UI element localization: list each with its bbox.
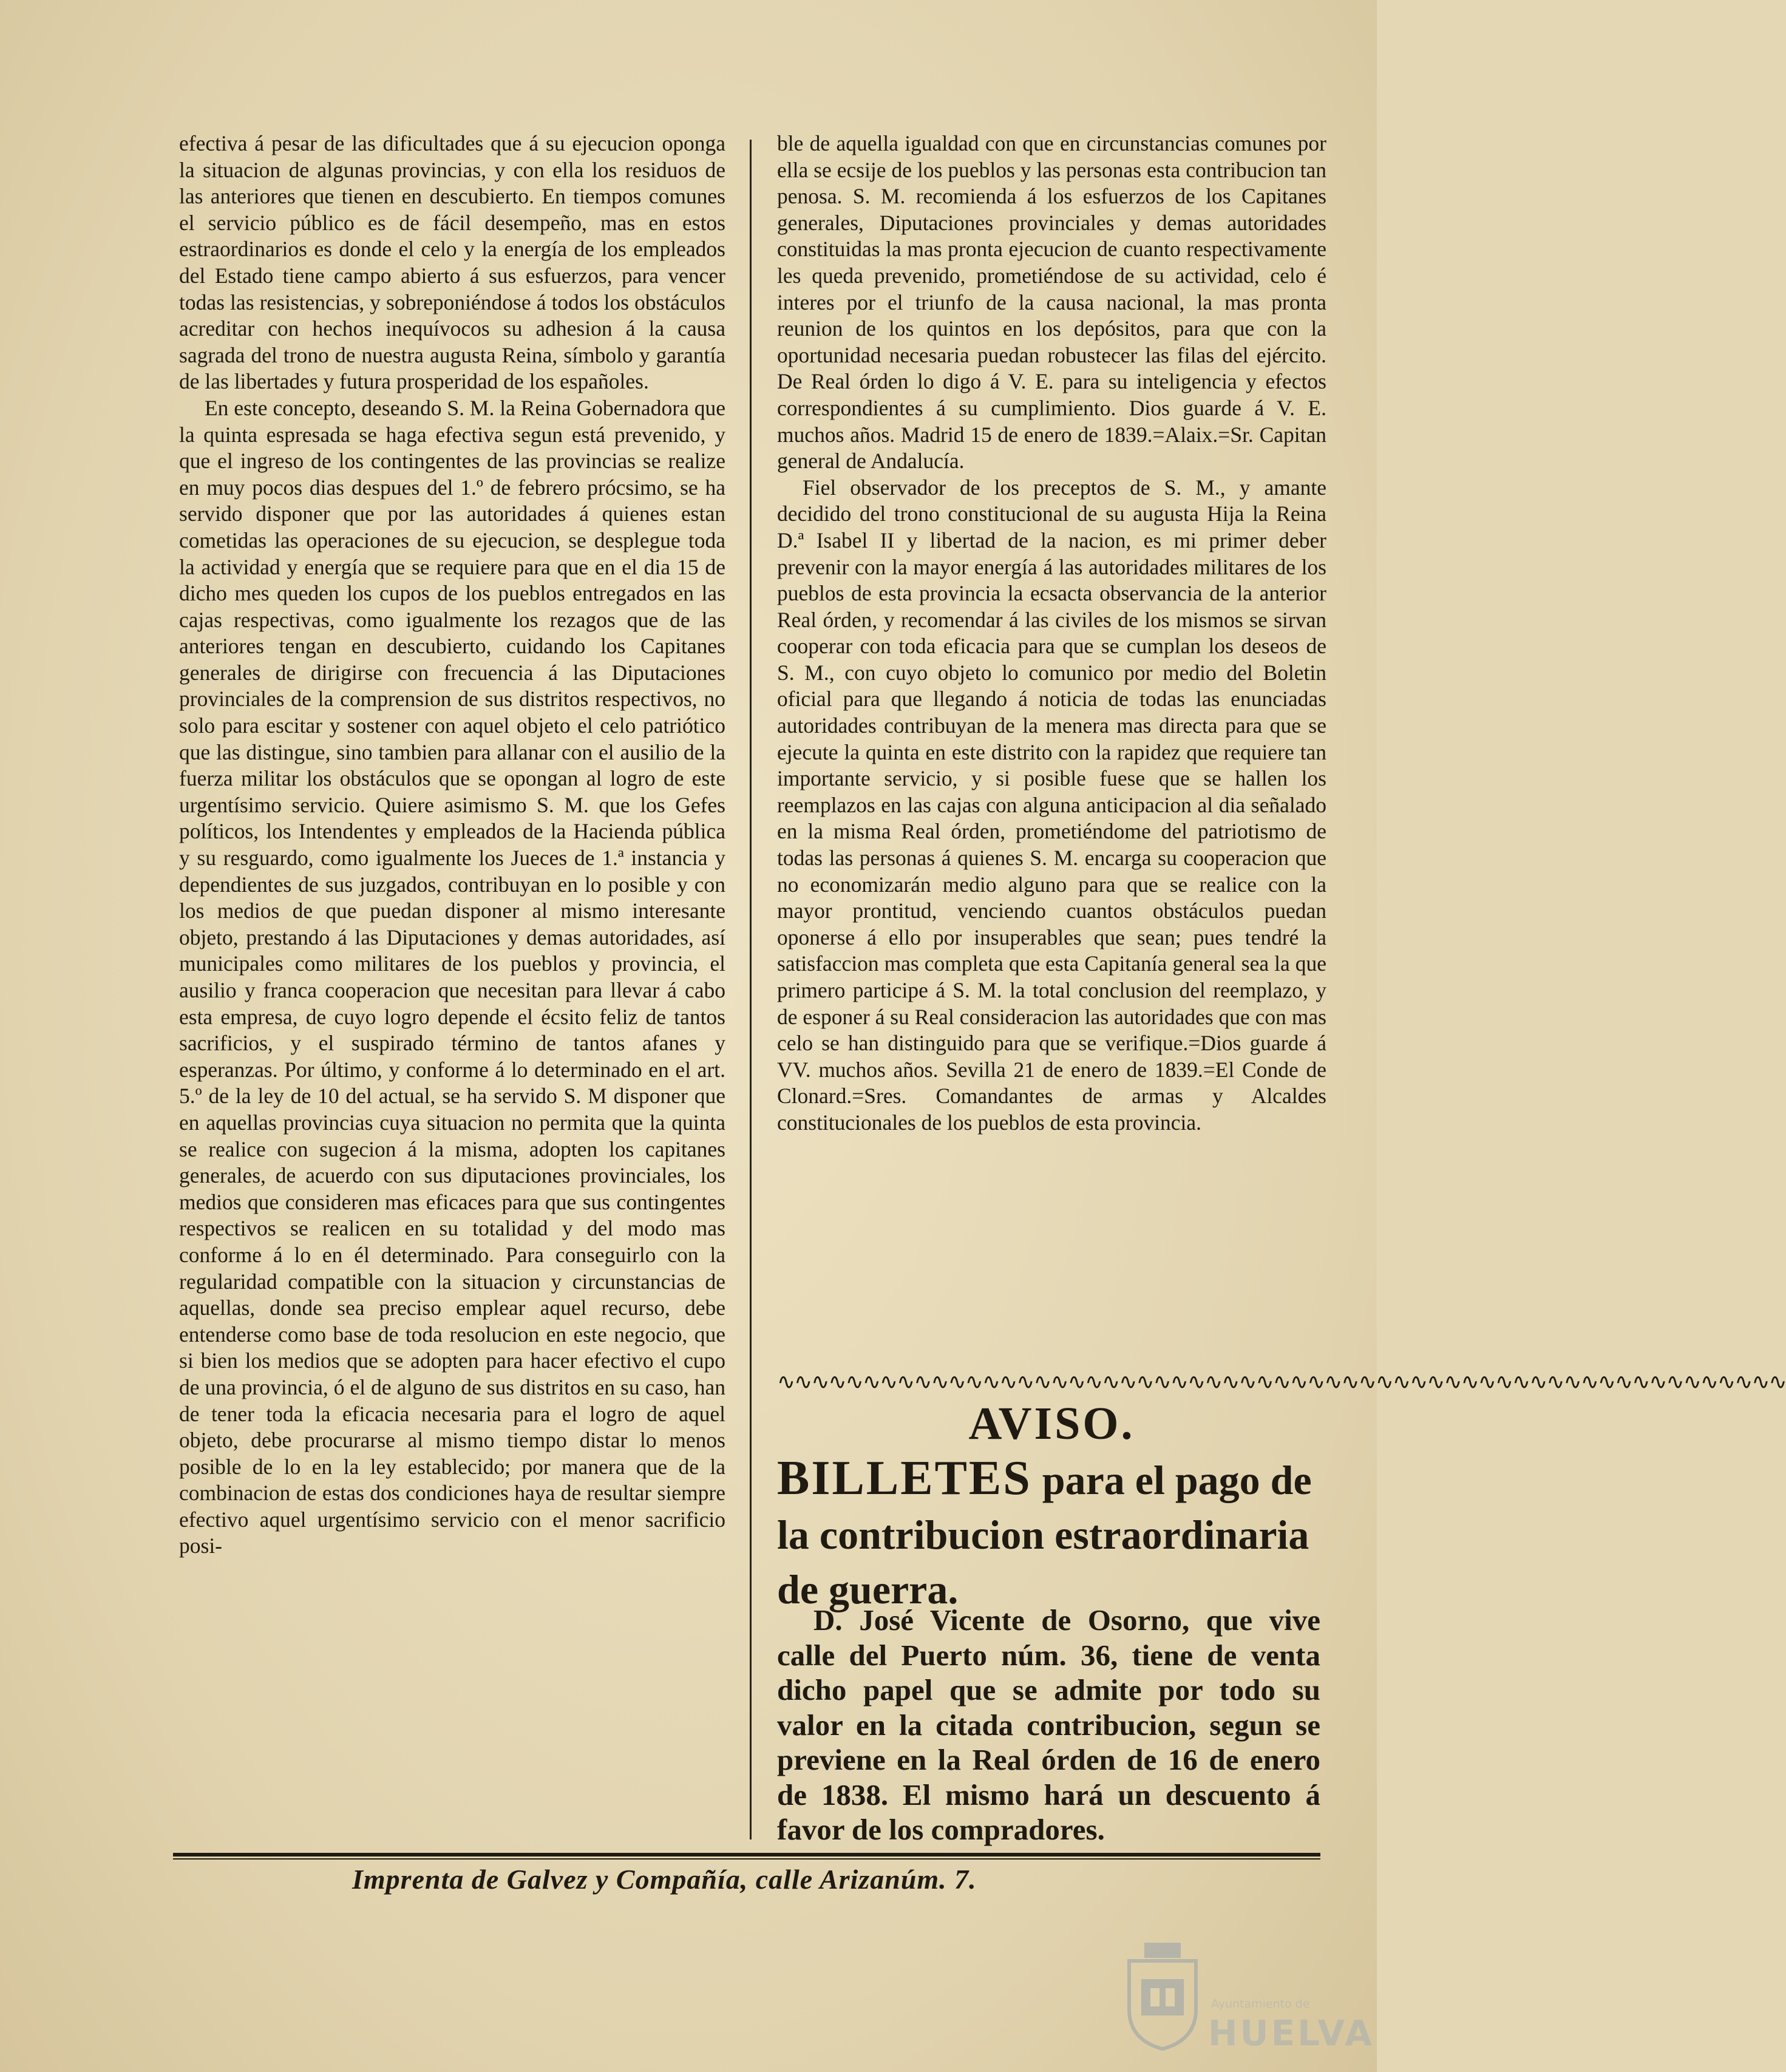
imprint-line: Imprenta de Galvez y Compañía, calle Arizanúm. 7.: [352, 1864, 977, 1895]
right-paragraph-1: ble de aquella igualdad con que en circunstancias comunes por ella se ecsije de los pueblos y las personas esta contribucion tan penosa. S. M. recomienda á los esfuerzos de los Capitanes generales, Diputaciones provinciales y demas autoridades constituidas la mas pronta ejecucion de cuanto respectivamente les queda prevenido, prometiéndose de su actividad, celo é interes por el triunfo de la causa nacional, la mas pronta reunion de los quintos en los depósitos, para que con la oportunidad necesaria puedan robustecer las filas del ejército. De Real órden lo digo á V. E. para su inteligencia y efectos correspondientes á su cumplimiento. Dios guarde á V. E. muchos años. Madrid 15 de enero de 1839.=Alaix.=Sr. Capitan general de Andalucía.: [777, 131, 1326, 474]
ornamental-divider: ∿∿∿∿∿∿∿∿∿∿∿∿∿∿∿∿∿∿∿∿∿∿∿∿∿∿∿∿∿∿∿∿∿∿∿∿∿∿∿∿∿∿∿∿∿∿∿∿∿∿∿∿∿∿∿∿∿∿∿: [777, 1370, 1786, 1394]
aviso-heading-bold: BILLETES: [777, 1452, 1032, 1505]
archive-watermark: [1117, 1937, 1375, 2058]
footer-rule: [173, 1853, 1320, 1856]
column-divider: [750, 140, 752, 1839]
right-column: [777, 131, 1326, 1136]
aviso-body: [777, 1603, 1320, 1847]
right-paragraph-2: Fiel observador de los preceptos de S. M., y amante decidido del trono constitucional de su augusta Hija la Reina D.ª Isabel II y libertad de la nacion, es mi primer deber prevenir con la mayor energía á las autoridades militares de los pueblos de esta provincia la ecsacta observancia de la anterior Real órden, y recomendar á las civiles de los mismos se sirvan cooperar con toda eficacia para que se cumplan los deseos de S. M., con cuyo objeto lo comunico por medio del Boletin oficial para que llegando á noticia de todas las enunciadas autoridades contribuyan de la menera mas directa para que se ejecute la quinta en este distrito con la rapidez que requiere tan importante servicio, y si posible fuese que se hallen los reemplazos en las cajas con alguna anticipacion al dia señalado en la misma Real órden, prometiéndome del patriotismo de todas las personas á quienes S. M. encarga su cooperacion que no economizarán medio alguno para que se realice con la mayor prontitud, venciendo cuantos obstáculos puedan oponerse á ello por insuperables que sean; pues tendré la satisfaccion mas completa que esta Capitanía general sea la que primero participe á S. M. la total conclusion del reemplazo, y de esponer á su Real consideracion las autoridades que con mas celo se han distinguido para que se verifique.=Dios guarde á VV. muchos años. Sevilla 21 de enero de 1839.=El Conde de Clonard.=Sres. Comandantes de armas y Alcaldes constitucionales de los pueblos de esta provincia.: [777, 475, 1326, 1135]
watermark-name: HUELVA: [1208, 2013, 1375, 2054]
watermark-label: Ayuntamiento de: [1211, 1997, 1310, 2011]
aviso-title: AVISO.: [968, 1398, 1135, 1449]
coat-of-arms-icon: [1117, 1937, 1208, 2052]
aviso-heading: [777, 1451, 1326, 1617]
left-column: [179, 131, 725, 1560]
aviso-heading-rest: para el pago de la contribucion estraordinaria de guerra.: [777, 1457, 1312, 1612]
aviso-body-text: D. José Vicente de Osorno, que vive calle del Puerto núm. 36, tiene de venta dicho papel que se admite por todo su valor en la citada contribucion, segun se previene en la Real órden de 16 de enero de 1838. El mismo hará un descuento á favor de los compradores.: [777, 1603, 1320, 1846]
left-paragraph-2: En este concepto, deseando S. M. la Reina Gobernadora que la quinta espresada se haga efectiva segun está prevenido, y que el ingreso de los contingentes de las provincias se realize en muy pocos dias despues del 1.º de febrero prócsimo, se ha servido disponer que por las autoridades á quienes estan cometidas las operaciones de su ejecucion, se desplegue toda la actividad y energía que se requiere para que en el dia 15 de dicho mes queden los cupos de los pueblos entregados en las cajas respectivas, como igualmente los rezagos que de las anteriores tengan en descubierto, cuidando los Capitanes generales de dirigirse con frecuencia á las Diputaciones provinciales de la comprension de sus distritos respectivos, no solo para escitar y sostener con aquel objeto el celo patriótico que las distingue, sino tambien para allanar con el ausilio de la fuerza militar los obstáculos que se opongan al logro de este urgentísimo servicio. Quiere asimismo S. M. que los Gefes políticos, los Intendentes y empleados de la Hacienda pública y su resguardo, como igualmente los Jueces de 1.ª instancia y dependientes de sus juzgados, contribuyan en lo posible y con los medios de que puedan disponer al mismo interesante objeto, prestando á las Diputaciones y demas autoridades, así municipales como militares de los pueblos y provincia, el ausilio y franca cooperacion que necesitan para llevar á cabo esta empresa, de cuyo logro depende el écsito feliz de tantos sacrificios, y el suspirado término de tantos afanes y esperanzas. Por último, y conforme á lo determinado en el art. 5.º de la ley de 10 del actual, se ha servido S. M disponer que en aquellas provincias cuya situacion no permita que la quinta se realice con sugecion á la misma, adopten los capitanes generales, de acuerdo con sus diputaciones provinciales, los medios que consideren mas eficaces para que sus contingentes respectivos se realicen en su totalidad y del modo mas conforme á lo en él determinado. Para conseguirlo con la regularidad compatible con la situacion y circunstancias de aquellas, donde sea preciso emplear aquel recurso, debe entenderse como base de toda resolucion en este negocio, que si bien los medios que se adopten para hacer efectivo el cupo de una provincia, ó el de alguno de sus distritos en su caso, han de tener toda la eficacia necesaria para el logro de aquel objeto, debe procurarse al mismo tiempo distar lo menos posible de lo en la ley establecido; por manera que de la combinacion de estas dos condiciones haya de resultar siempre efectivo aquel urgentísimo servicio con el menor sacrificio posi-: [179, 395, 725, 1558]
left-paragraph-1: efectiva á pesar de las dificultades que á su ejecucion oponga la situacion de algunas provincias, y con ella los residuos de las anteriores que tienen en descubierto. En tiempos comunes el servicio público es de fácil desempeño, mas en estos estraordinarios es donde el celo y la energía de los empleados del Estado tiene campo abierto á sus esfuerzos, para vencer todas las resistencias, y sobreponiéndose á todos los obstáculos acreditar con hechos inequívocos su adhesion á la causa sagrada del trono de nuestra augusta Reina, símbolo y garantía de las libertades y futura prosperidad de los españoles.: [179, 131, 725, 394]
